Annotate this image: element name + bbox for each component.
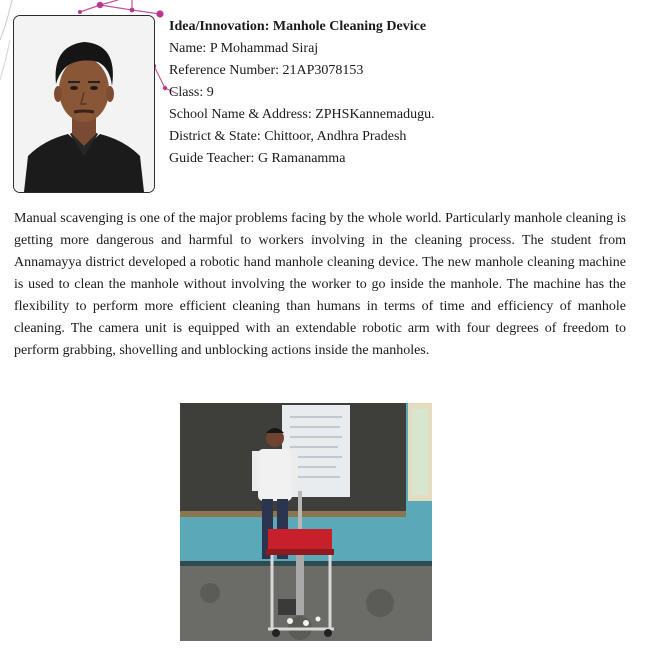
classroom-scene-illustration [180,403,432,641]
district-state: District & State: Chittoor, Andhra Pradesh [169,129,407,144]
student-portrait-illustration [14,16,154,192]
student-name: Name: P Mohammad Siraj [169,41,319,56]
profile-details [169,16,435,170]
project-description: Manual scavenging is one of the major problems facing by the whole world. Particularly manhole cleaning is getting more dangerous and harmful to workers involving in the cleaning process. The student from Annamayya district developed a robotic hand manhole cleaning device. The new manhole cleaning machine is used to clean the manhole without involving the worker to go inside the manhole. The machine has the flexibility to perform more efficient cleaning than humans in terms of time and efficiency of manhole cleaning. The camera unit is equipped with an extendable robotic arm with four degrees of freedom to perform grabbing, shovelling and unblocking actions inside the manholes. [14,211,626,358]
student-photo [13,15,155,193]
student-class: Class: 9 [169,85,214,100]
guide-teacher: Guide Teacher: G Ramanamma [169,151,346,166]
school-name-address: School Name & Address: ZPHSKannemadugu. [169,107,435,122]
reference-number: Reference Number: 21AP3078153 [169,63,364,78]
project-photo [180,403,432,641]
project-title: Idea/Innovation: Manhole Cleaning Device [169,19,427,34]
